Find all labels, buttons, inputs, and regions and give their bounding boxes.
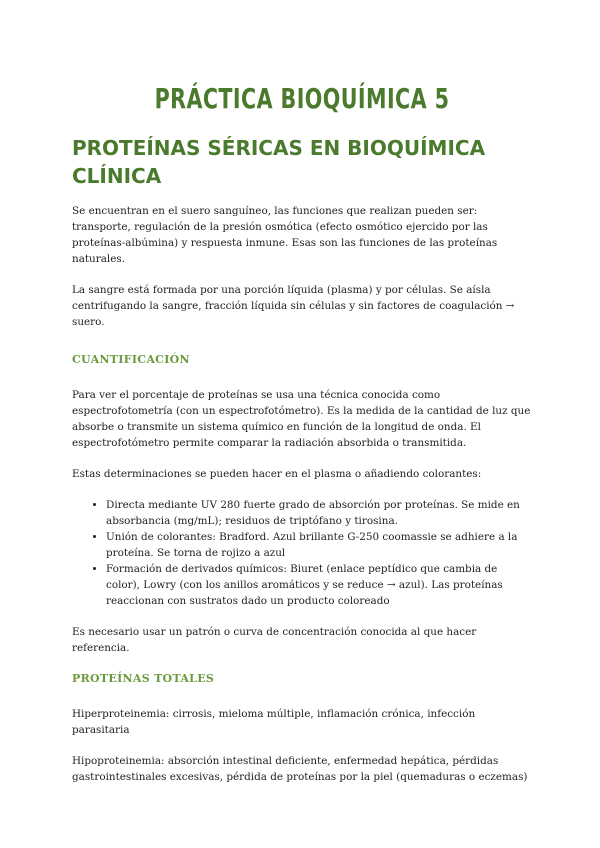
intro-paragraph-1: Se encuentran en el suero sanguíneo, las funciones que realizan pueden ser: transporte, regulación de la presión osmótica (efecto osmótico ejercido por las proteínas-albúmina) y respuesta inmune. Esas son las funciones de las proteínas naturales. <box>72 205 498 265</box>
list-item: • Directa mediante UV 280 fuerte grado de absorción por proteínas. Se mide en absorbancia (mg/mL); residuos de triptófano y tirosina. <box>106 497 532 529</box>
section-heading: PROTEÍNAS SÉRICAS EN BIOQUÍMICA CLÍNICA <box>72 136 486 188</box>
hipoproteinemia-paragraph: Hipoproteinemia: absorción intestinal deficiente, enfermedad hepática, pérdidas gastrointestinales excesivas, pérdida de proteínas por la piel (quemaduras o eczemas) <box>72 755 528 783</box>
page-title: PRÁCTICA BIOQUÍMICA 5 <box>154 82 450 115</box>
hiperproteinemia-paragraph: Hiperproteinemia: cirrosis, mieloma múltiple, inflamación crónica, infección parasitaria <box>72 708 476 736</box>
list-item: • Formación de derivados químicos: Biuret (enlace peptídico que cambia de color), Lowry (con los anillos aromáticos y se reduce → azul). Las proteínas reaccionan con sustratos dado un producto coloreado <box>106 561 532 609</box>
cuantificacion-paragraph-2: Estas determinaciones se pueden hacer en el plasma o añadiendo colorantes: <box>72 468 482 480</box>
methods-list <box>72 497 532 609</box>
document-body <box>72 203 532 800</box>
cuantificacion-paragraph-1: Para ver el porcentaje de proteínas se usa una técnica conocida como espectrofotometría (con un espectrofotómetro). Es la medida de la cantidad de luz que absorbe o transmite un sistema químico en función de la longitud de onda. El espectrofotómetro permite comparar la radiación absorbida o transmitida. <box>72 389 531 449</box>
list-item: • Unión de colorantes: Bradford. Azul brillante G-250 coomassie se adhiere a la proteína. Se torna de rojizo a azul <box>106 529 532 561</box>
intro-paragraph-2: La sangre está formada por una porción líquida (plasma) y por células. Se aísla centrifugando la sangre, fracción líquida sin células y sin factores de coagulación → suero. <box>72 284 515 328</box>
subheading-proteinas-totales: PROTEÍNAS TOTALES <box>72 672 215 685</box>
subheading-cuantificacion: CUANTIFICACIÓN <box>72 353 190 366</box>
cuantificacion-paragraph-3: Es necesario usar un patrón o curva de concentración conocida al que hacer referencia. <box>72 626 477 654</box>
